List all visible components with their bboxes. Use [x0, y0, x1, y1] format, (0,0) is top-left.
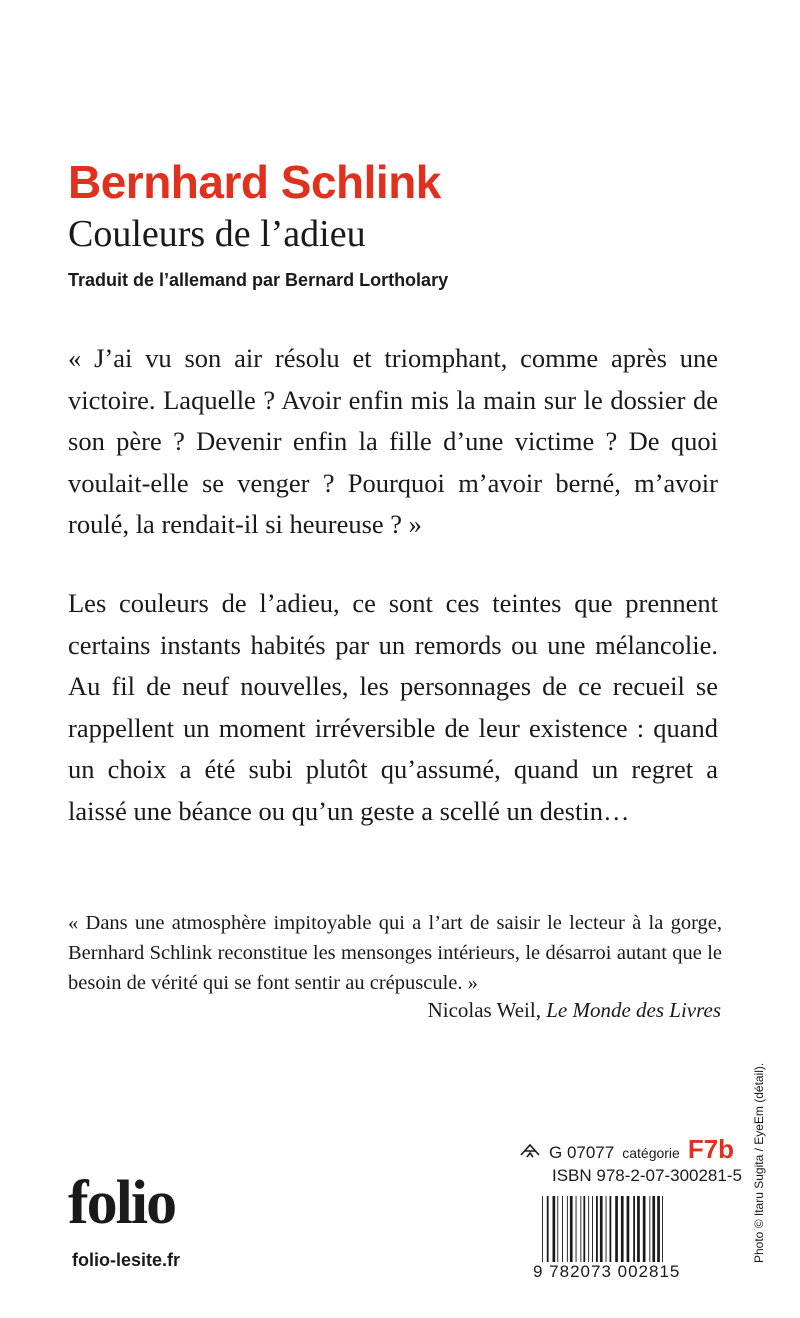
- barcode-bar: [596, 1196, 598, 1262]
- barcode-bar: [592, 1196, 593, 1262]
- barcode-bar: [576, 1196, 577, 1262]
- barcode-bar: [570, 1196, 573, 1262]
- barcode-bar: [662, 1196, 663, 1262]
- press-review: « Dans une atmosphère impitoyable qui a l’art de saisir le lecteur à la gorge, Bernhard Schlink reconstitue les mensonges intérieurs, le désarroi autant que le besoin de vérité qui se font sentir au crépuscule. »: [68, 912, 722, 994]
- folio-symbol-icon: [519, 1142, 541, 1158]
- barcode-bar: [580, 1196, 581, 1262]
- barcode-bar: [633, 1196, 635, 1262]
- publisher-website: folio-lesite.fr: [72, 1250, 181, 1270]
- book-summary: Les couleurs de l’adieu, ce sont ces teintes que prennent certains instants habités par un remords ou une mélancolie. Au fil de neuf nouvelles, les personnages de ce recueil se rappellent un moment irréversible de leur existence : quand un choix a été subi plutôt qu’assumé, quand un regret a laissé une béance ou qu’un geste a scellé un destin…: [68, 588, 718, 826]
- barcode-bar: [621, 1196, 624, 1262]
- barcode-bar: [588, 1196, 589, 1262]
- book-title: Couleurs de l’adieu: [68, 213, 366, 255]
- review-critic: Nicolas Weil,: [427, 998, 541, 1022]
- category-code: F7b: [687, 1134, 735, 1164]
- barcode-bar: [583, 1196, 585, 1262]
- barcode-number: 9 782073 002815: [533, 1262, 681, 1281]
- review-credit: [428, 998, 721, 1023]
- barcode-bar: [637, 1196, 640, 1262]
- barcode-bar: [567, 1196, 568, 1262]
- barcode-bar: [627, 1196, 630, 1262]
- barcode-bar: [643, 1196, 646, 1262]
- barcode-bar: [615, 1196, 618, 1262]
- isbn-number: ISBN 978-2-07-300281-5: [552, 1166, 742, 1185]
- barcode-bar: [562, 1196, 563, 1262]
- barcode-bar: [649, 1196, 650, 1262]
- barcode-bar: [610, 1196, 612, 1262]
- barcode-bar: [557, 1196, 558, 1262]
- review-publication: Le Monde des Livres: [546, 998, 721, 1022]
- barcode: [540, 1196, 722, 1262]
- product-code: G 07077: [549, 1143, 615, 1162]
- barcode-bar: [542, 1196, 543, 1262]
- barcode-bar: [600, 1196, 603, 1262]
- translator-credit: Traduit de l’allemand par Bernard Lortholary: [68, 270, 449, 290]
- product-codes: [519, 1134, 734, 1165]
- barcode-bar: [553, 1196, 556, 1262]
- barcode-bar: [652, 1196, 655, 1262]
- barcode-bar: [547, 1196, 549, 1262]
- author-name: Bernhard Schlink: [68, 156, 441, 208]
- folio-logo: folio: [68, 1169, 176, 1237]
- category-label: catégorie: [622, 1145, 680, 1161]
- excerpt-quote: « J’ai vu son air résolu et triomphant, comme après une victoire. Laquelle ? Avoir enfin mis la main sur le dossier de son père ? Devenir enfin la fille d’une victime ? De quoi voulait-elle se venger ? Pourquoi m’avoir berné, m’avoir roulé, la rendait-il si heureuse ? »: [68, 343, 718, 539]
- barcode-bar: [657, 1196, 660, 1262]
- photo-credit: Photo © Itaru Sugita / EyeEm (détail).: [752, 1062, 766, 1263]
- barcode-bar: [606, 1196, 607, 1262]
